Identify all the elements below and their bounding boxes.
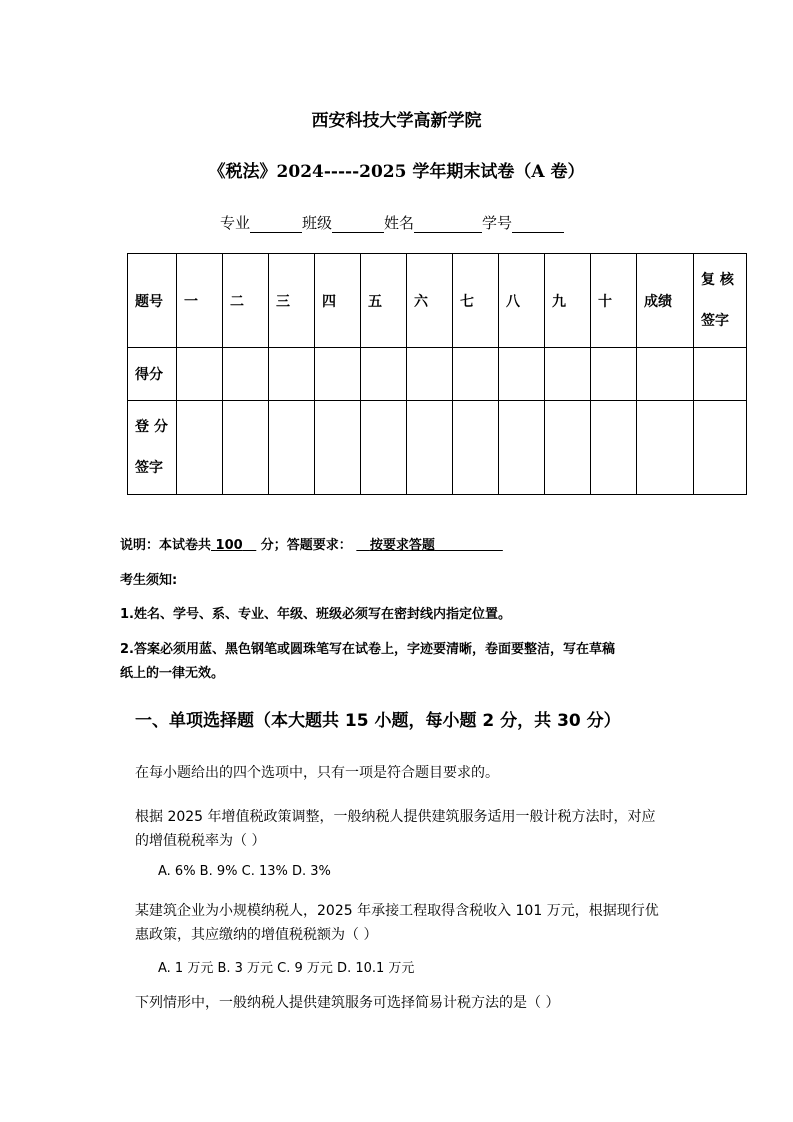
notice-item-2-line-2: 纸上的一律无效。 bbox=[120, 666, 225, 681]
score-cell[interactable] bbox=[545, 348, 591, 401]
major-label: 专业 bbox=[220, 214, 251, 232]
score-cell[interactable] bbox=[177, 348, 223, 401]
section-title: 一、单项选择题（本大题共 15 小题，每小题 2 分，共 30 分） bbox=[135, 711, 621, 731]
question-2-options: A. 1 万元 B. 3 万元 C. 9 万元 D. 10.1 万元 bbox=[158, 961, 415, 976]
notice-item-1: 1.姓名、学号、系、专业、年级、班级必须写在密封线内指定位置。 bbox=[120, 607, 511, 622]
sign-cell[interactable] bbox=[545, 401, 591, 495]
score-cell[interactable] bbox=[637, 348, 694, 401]
total-score-header: 成绩 bbox=[637, 254, 694, 348]
sign-cell[interactable] bbox=[315, 401, 361, 495]
score-row-label: 得分 bbox=[128, 348, 177, 401]
column-header: 六 bbox=[407, 254, 453, 348]
question-1-options: A. 6% B. 9% C. 13% D. 3% bbox=[158, 864, 331, 879]
notice-title: 考生须知: bbox=[120, 573, 178, 588]
review-sign-header: 复 核 签字 bbox=[694, 254, 747, 348]
id-blank[interactable] bbox=[512, 216, 564, 233]
question-2-line-1: 某建筑企业为小规模纳税人，2025 年承接工程取得含税收入 101 万元，根据现行优 bbox=[135, 903, 659, 919]
score-cell[interactable] bbox=[361, 348, 407, 401]
column-header: 一 bbox=[177, 254, 223, 348]
table-row bbox=[128, 401, 747, 495]
column-header: 七 bbox=[453, 254, 499, 348]
sign-cell[interactable] bbox=[269, 401, 315, 495]
column-header: 九 bbox=[545, 254, 591, 348]
class-blank[interactable] bbox=[332, 216, 384, 233]
question-2-line-2: 惠政策，其应缴纳的增值税税额为（ ） bbox=[135, 927, 378, 943]
class-label: 班级 bbox=[302, 214, 333, 232]
score-cell[interactable] bbox=[315, 348, 361, 401]
column-header: 二 bbox=[223, 254, 269, 348]
question-number-label: 题号 bbox=[128, 254, 177, 348]
sign-cell[interactable] bbox=[637, 401, 694, 495]
column-header: 四 bbox=[315, 254, 361, 348]
id-label: 学号 bbox=[482, 214, 513, 232]
school-name: 西安科技大学高新学院 bbox=[311, 111, 482, 131]
column-header: 十 bbox=[591, 254, 637, 348]
score-cell[interactable] bbox=[499, 348, 545, 401]
table-row bbox=[128, 348, 747, 401]
name-blank[interactable] bbox=[414, 216, 482, 233]
sign-cell[interactable] bbox=[407, 401, 453, 495]
question-1-line-1: 根据 2025 年增值税政策调整，一般纳税人提供建筑服务适用一般计税方法时，对应 bbox=[135, 809, 656, 825]
sign-cell[interactable] bbox=[361, 401, 407, 495]
question-1-line-2: 的增值税税率为（ ） bbox=[135, 833, 266, 849]
score-cell[interactable] bbox=[269, 348, 315, 401]
sign-cell[interactable] bbox=[694, 401, 747, 495]
exam-description: 说明：本试卷共 100 分；答题要求： 按要求答题 bbox=[120, 534, 503, 553]
score-table bbox=[127, 253, 747, 495]
sign-cell[interactable] bbox=[177, 401, 223, 495]
notice-item-2-line-1: 2.答案必须用蓝、黑色钢笔或圆珠笔写在试卷上，字迹要清晰，卷面要整洁，写在草稿 bbox=[120, 642, 615, 657]
score-cell[interactable] bbox=[453, 348, 499, 401]
exam-title: 《税法》2024-----2025 学年期末试卷（A 卷） bbox=[208, 162, 585, 182]
column-header: 八 bbox=[499, 254, 545, 348]
score-cell[interactable] bbox=[694, 348, 747, 401]
column-header: 五 bbox=[361, 254, 407, 348]
sign-cell[interactable] bbox=[591, 401, 637, 495]
sign-cell[interactable] bbox=[223, 401, 269, 495]
name-label: 姓名 bbox=[384, 214, 415, 232]
score-cell[interactable] bbox=[407, 348, 453, 401]
section-instruction: 在每小题给出的四个选项中，只有一项是符合题目要求的。 bbox=[135, 765, 499, 781]
major-blank[interactable] bbox=[250, 216, 302, 233]
total-score: 100 bbox=[215, 538, 243, 553]
score-cell[interactable] bbox=[223, 348, 269, 401]
sign-cell[interactable] bbox=[499, 401, 545, 495]
table-row bbox=[128, 254, 747, 348]
sign-cell[interactable] bbox=[453, 401, 499, 495]
sign-row-label: 登 分 签字 bbox=[128, 401, 177, 495]
answer-requirement: 按要求答题 bbox=[369, 538, 435, 553]
column-header: 三 bbox=[269, 254, 315, 348]
student-info-line bbox=[220, 212, 564, 233]
question-3-line-1: 下列情形中，一般纳税人提供建筑服务可选择简易计税方法的是（ ） bbox=[135, 995, 560, 1011]
score-cell[interactable] bbox=[591, 348, 637, 401]
